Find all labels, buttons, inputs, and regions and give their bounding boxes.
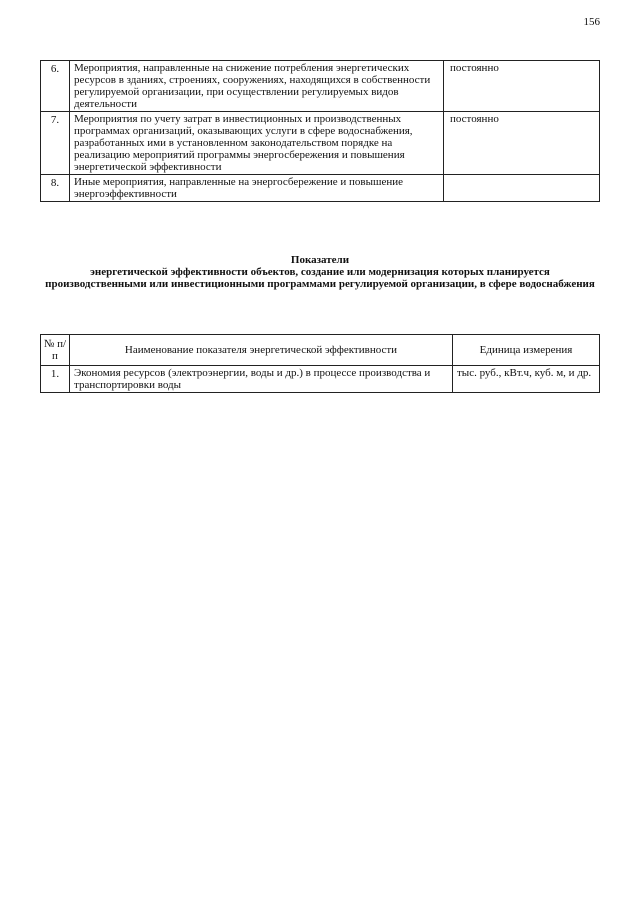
page-number: 156 <box>583 16 600 28</box>
heading-title: Показатели <box>290 254 350 266</box>
table-row <box>41 112 600 175</box>
indicator-unit: тыс. руб., кВт.ч, куб. м, и др. <box>453 366 600 393</box>
measure-period <box>444 175 600 202</box>
row-number: 1. <box>41 366 70 393</box>
table-row <box>41 366 600 393</box>
column-header-unit: Единица измерения <box>453 335 600 366</box>
column-header-name: Наименование показателя энергетической эффективности <box>70 335 453 366</box>
measure-period: постоянно <box>444 112 600 175</box>
indicators-table <box>40 334 600 393</box>
row-number: 8. <box>41 175 70 202</box>
measures-table <box>40 60 600 202</box>
indicator-name: Экономия ресурсов (электроэнергии, воды и др.) в процессе производства и транспортировки воды <box>70 366 453 393</box>
section-heading <box>40 254 600 290</box>
table-header-row <box>41 335 600 366</box>
measure-text: Мероприятия, направленные на снижение потребления энергетических ресурсов в зданиях, строениях, сооружениях, находящихся в собственности регулируемой организации, при осуществлении регулируемых видов деятельности <box>70 61 444 112</box>
row-number: 6. <box>41 61 70 112</box>
heading-subtitle: энергетической эффективности объектов, создание или модернизация которых планируется производственными или инвестиционными программами регулируемой организации, в сфере водоснабжения <box>45 266 595 290</box>
measure-period: постоянно <box>444 61 600 112</box>
column-header-number: № п/п <box>41 335 70 366</box>
table-row <box>41 61 600 112</box>
measure-text: Мероприятия по учету затрат в инвестиционных и производственных программах организаций, оказывающих услуги в сфере водоснабжения, разработанных ими в установленном законодательством порядке на реализацию мероприятий программы энергосбережения и повышения энергетической эффективности <box>70 112 444 175</box>
row-number: 7. <box>41 112 70 175</box>
table-row <box>41 175 600 202</box>
measure-text: Иные мероприятия, направленные на энергосбережение и повышение энергоэффективности <box>70 175 444 202</box>
